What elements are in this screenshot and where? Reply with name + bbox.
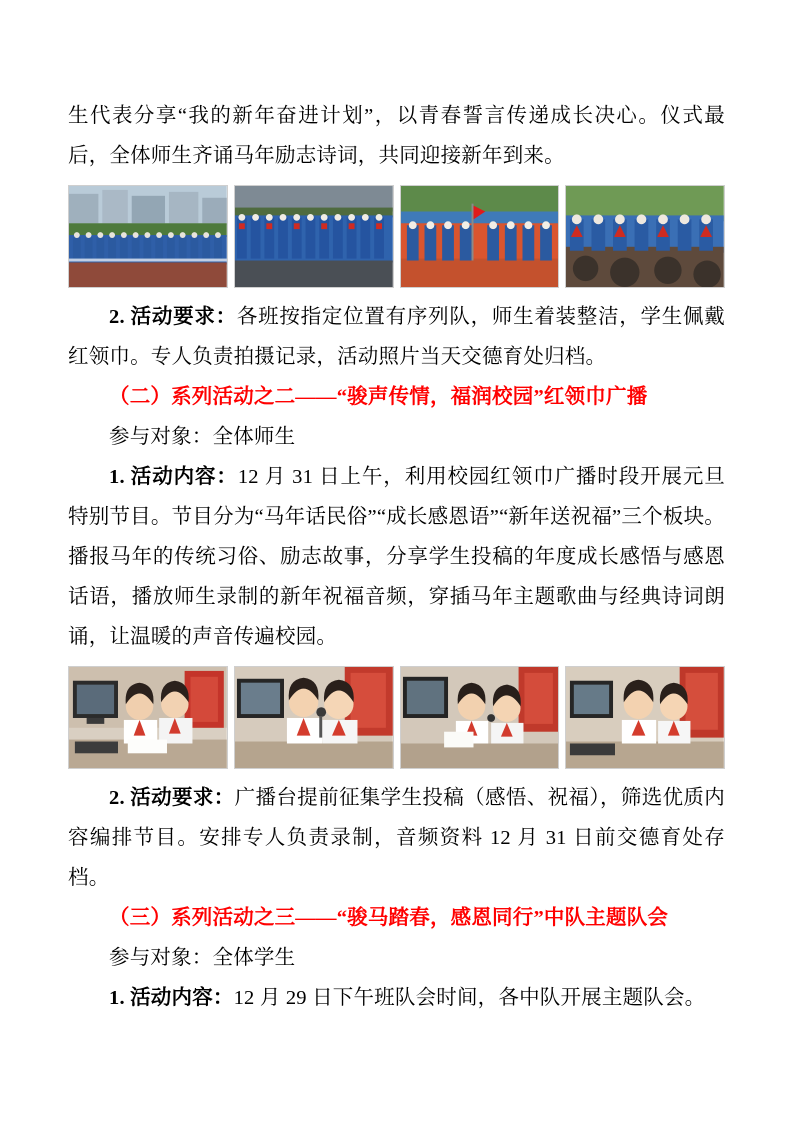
photo-broadcast-1 — [68, 666, 228, 769]
paragraph-6-text: 全体学生 — [212, 947, 296, 969]
paragraph-5-text: 广播台提前征集学生投稿（感悟、祝福），筛选优质内容编排节目。安排专人负责录制，音频资料 12 月 31 日前交德育处存档。 — [68, 787, 725, 889]
paragraph-4-label: 1. 活动内容： — [109, 466, 238, 488]
photo-broadcast-3 — [400, 666, 560, 769]
photo-row-ceremony — [68, 185, 725, 288]
paragraph-3 — [68, 417, 725, 457]
paragraph-2-text: 各班按指定位置有序列队，师生着装整洁，学生佩戴红领巾。专人负责拍摄记录，活动照片当天交德育处归档。 — [68, 306, 725, 368]
heading-section-three: （三）系列活动之三——“骏马踏春，感恩同行”中队主题队会 — [109, 907, 669, 929]
paragraph-4 — [68, 457, 725, 657]
paragraph-1: 生代表分享“我的新年奋进计划”，以青春誓言传递成长决心。仪式最后，全体师生齐诵马年励志诗词，共同迎接新年到来。 — [68, 105, 725, 167]
photo-ceremony-4 — [565, 185, 725, 288]
paragraph-2-label: 2. 活动要求： — [109, 306, 237, 328]
heading-section-two: （二）系列活动之二——“骏声传情，福润校园”红领巾广播 — [109, 386, 648, 408]
paragraph-7 — [68, 978, 725, 1018]
photo-ceremony-1 — [68, 185, 228, 288]
paragraph-3-label: 参与对象： — [109, 426, 213, 448]
photo-row-broadcast — [68, 666, 725, 769]
paragraph-7-label: 1. 活动内容： — [109, 987, 234, 1009]
paragraph-2 — [68, 297, 725, 377]
paragraph-6-label: 参与对象： — [109, 947, 213, 969]
photo-broadcast-2 — [234, 666, 394, 769]
paragraph-5-label: 2. 活动要求： — [109, 787, 235, 809]
photo-ceremony-2 — [234, 185, 394, 288]
paragraph-7-text: 12 月 29 日下午班队会时间，各中队开展主题队会。 — [233, 987, 706, 1009]
paragraph-5 — [68, 778, 725, 898]
photo-ceremony-3 — [400, 185, 560, 288]
paragraph-4-text: 12 月 31 日上午，利用校园红领巾广播时段开展元旦特别节目。节目分为“马年话民俗”“成长感恩语”“新年送祝福”三个板块。播报马年的传统习俗、励志故事，分享学生投稿的年度成长感悟与感恩话语，播放师生录制的新年祝福音频，穿插马年主题歌曲与经典诗词朗诵，让温暖的声音传遍校园。 — [68, 466, 725, 648]
paragraph-6 — [68, 938, 725, 978]
photo-broadcast-4 — [565, 666, 725, 769]
paragraph-3-text: 全体师生 — [212, 426, 296, 448]
